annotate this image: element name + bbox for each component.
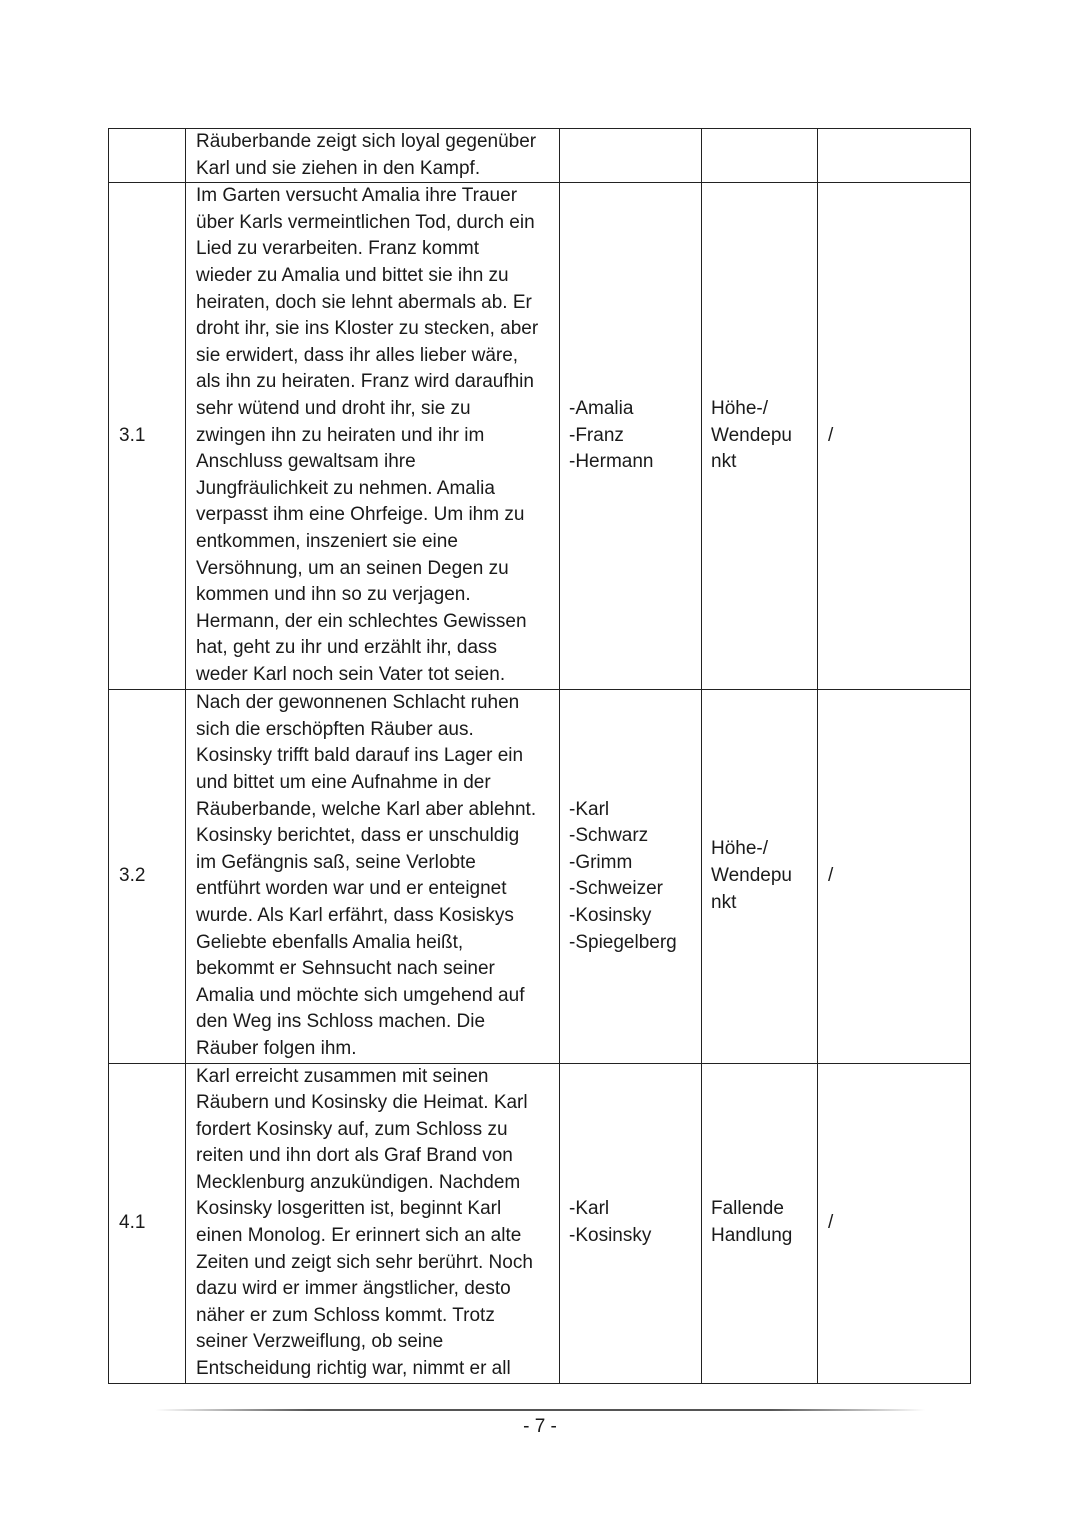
summary-line: weder Karl noch sein Vater tot seien. <box>196 663 506 685</box>
scene-summary-cell <box>186 1063 560 1383</box>
summary-line: wurde. Als Karl erfährt, dass Kosiskys <box>196 904 514 926</box>
summary-line: dazu wird er immer ängstlicher, desto <box>196 1278 511 1300</box>
character-name: -Franz <box>569 424 624 446</box>
extra-cell: / <box>818 183 971 690</box>
summary-line: Jungfräulichkeit zu nehmen. Amalia <box>196 477 495 499</box>
phase-text: nkt <box>711 451 737 473</box>
phase-cell <box>702 129 818 183</box>
summary-line: bekommt er Sehnsucht nach seiner <box>196 958 495 980</box>
scene-summary-cell <box>186 690 560 1063</box>
summary-line: Kosinsky berichtet, dass er unschuldig <box>196 825 520 847</box>
summary-line: seiner Verzweiflung, ob seine <box>196 1331 444 1353</box>
summary-line: Karl erreicht zusammen mit seinen <box>196 1065 489 1087</box>
summary-line: heiraten, doch sie lehnt abermals ab. Er <box>196 291 532 313</box>
summary-line: Räuberbande zeigt sich loyal gegenüber <box>196 131 537 152</box>
summary-line: Kosinsky losgeritten ist, beginnt Karl <box>196 1198 502 1220</box>
summary-line: Hermann, der ein schlechtes Gewissen <box>196 610 527 632</box>
phase-cell <box>702 183 818 690</box>
summary-line: den Weg ins Schloss machen. Die <box>196 1011 486 1033</box>
summary-line: sich die erschöpften Räuber aus. <box>196 718 474 740</box>
summary-line: sehr wütend und droht ihr, sie zu <box>196 397 471 419</box>
phase-text: Wendepu <box>711 865 792 887</box>
summary-line: Geliebte ebenfalls Amalia heißt, <box>196 931 464 953</box>
character-name: -Karl <box>569 1198 610 1220</box>
character-name: -Hermann <box>569 451 654 473</box>
scene-number-cell: 3.2 <box>109 690 186 1063</box>
summary-line: Räubern und Kosinsky die Heimat. Karl <box>196 1092 528 1114</box>
scene-number-cell: 4.1 <box>109 1063 186 1383</box>
characters-cell <box>560 690 702 1063</box>
table-row <box>109 690 971 1063</box>
character-name: -Schweizer <box>569 878 663 900</box>
summary-line: als ihn zu heiraten. Franz wird daraufhin <box>196 371 534 393</box>
summary-line: entkommen, inszeniert sie eine <box>196 530 458 552</box>
summary-line: entführt worden war und er enteignet <box>196 878 507 900</box>
table-row <box>109 183 971 690</box>
summary-line: Amalia und möchte sich umgehend auf <box>196 984 525 1006</box>
phase-text: Handlung <box>711 1225 793 1247</box>
character-name: -Kosinsky <box>569 1225 652 1247</box>
summary-line: Versöhnung, um an seinen Degen zu <box>196 557 509 579</box>
footer-divider <box>155 1409 925 1411</box>
characters-cell <box>560 183 702 690</box>
table-row <box>109 129 971 183</box>
summary-line: über Karls vermeintlichen Tod, durch ein <box>196 211 535 233</box>
summary-line: Lied zu verarbeiten. Franz kommt <box>196 238 480 260</box>
summary-line: fordert Kosinsky auf, zum Schloss zu <box>196 1118 508 1140</box>
summary-line: Zeiten und zeigt sich sehr berührt. Noch <box>196 1251 533 1273</box>
scene-summary-cell <box>186 183 560 690</box>
summary-line: droht ihr, sie ins Kloster zu stecken, aber <box>196 318 539 340</box>
phase-text: nkt <box>711 891 737 913</box>
phase-text: Fallende <box>711 1198 784 1220</box>
summary-line: einen Monolog. Er erinnert sich an alte <box>196 1225 522 1247</box>
phase-text: Höhe-/ <box>711 838 769 860</box>
summary-line: hat, geht zu ihr und erzählt ihr, dass <box>196 637 498 659</box>
phase-text: Höhe-/ <box>711 398 769 420</box>
summary-line: reiten und ihn dort als Graf Brand von <box>196 1145 513 1167</box>
phase-text: Wendepu <box>711 424 792 446</box>
table-row <box>109 1063 971 1383</box>
summary-line: näher er zum Schloss kommt. Trotz <box>196 1304 495 1326</box>
summary-line: Räuber folgen ihm. <box>196 1037 357 1059</box>
summary-line: Anschluss gewaltsam ihre <box>196 451 416 473</box>
character-name: -Grimm <box>569 851 633 873</box>
summary-line: sie erwidert, dass ihr alles lieber wäre, <box>196 344 519 366</box>
scene-number-cell <box>109 129 186 183</box>
summary-line: Mecklenburg anzukündigen. Nachdem <box>196 1171 521 1193</box>
character-name: -Amalia <box>569 398 634 420</box>
summary-line: und bittet um eine Aufnahme in der <box>196 771 491 793</box>
character-name: -Kosinsky <box>569 904 652 926</box>
phase-cell <box>702 690 818 1063</box>
summary-line: Karl und sie ziehen in den Kampf. <box>196 157 481 179</box>
phase-cell <box>702 1063 818 1383</box>
characters-cell <box>560 129 702 183</box>
summary-line: im Gefängnis saß, seine Verlobte <box>196 851 476 873</box>
summary-line: wieder zu Amalia und bittet sie ihn zu <box>196 264 509 286</box>
characters-cell <box>560 1063 702 1383</box>
summary-line: zwingen ihn zu heiraten und ihr im <box>196 424 485 446</box>
character-name: -Karl <box>569 798 610 820</box>
extra-cell: / <box>818 1063 971 1383</box>
summary-line: Im Garten versucht Amalia ihre Trauer <box>196 185 518 207</box>
summary-line: Räuberbande, welche Karl aber ablehnt. <box>196 798 537 820</box>
summary-line: verpasst ihm eine Ohrfeige. Um ihm zu <box>196 504 525 526</box>
character-name: -Schwarz <box>569 825 649 847</box>
extra-cell <box>818 129 971 183</box>
character-name: -Spiegelberg <box>569 931 677 953</box>
summary-line: Nach der gewonnenen Schlacht ruhen <box>196 692 520 714</box>
scene-table <box>108 128 971 1384</box>
scene-number-cell: 3.1 <box>109 183 186 690</box>
page-number: - 7 - <box>523 1416 557 1437</box>
summary-line: kommen und ihn so zu verjagen. <box>196 584 471 606</box>
scene-summary-cell <box>186 129 560 183</box>
extra-cell: / <box>818 690 971 1063</box>
summary-line: Kosinsky trifft bald darauf ins Lager ein <box>196 745 524 767</box>
summary-line: Entscheidung richtig war, nimmt er all <box>196 1358 511 1380</box>
